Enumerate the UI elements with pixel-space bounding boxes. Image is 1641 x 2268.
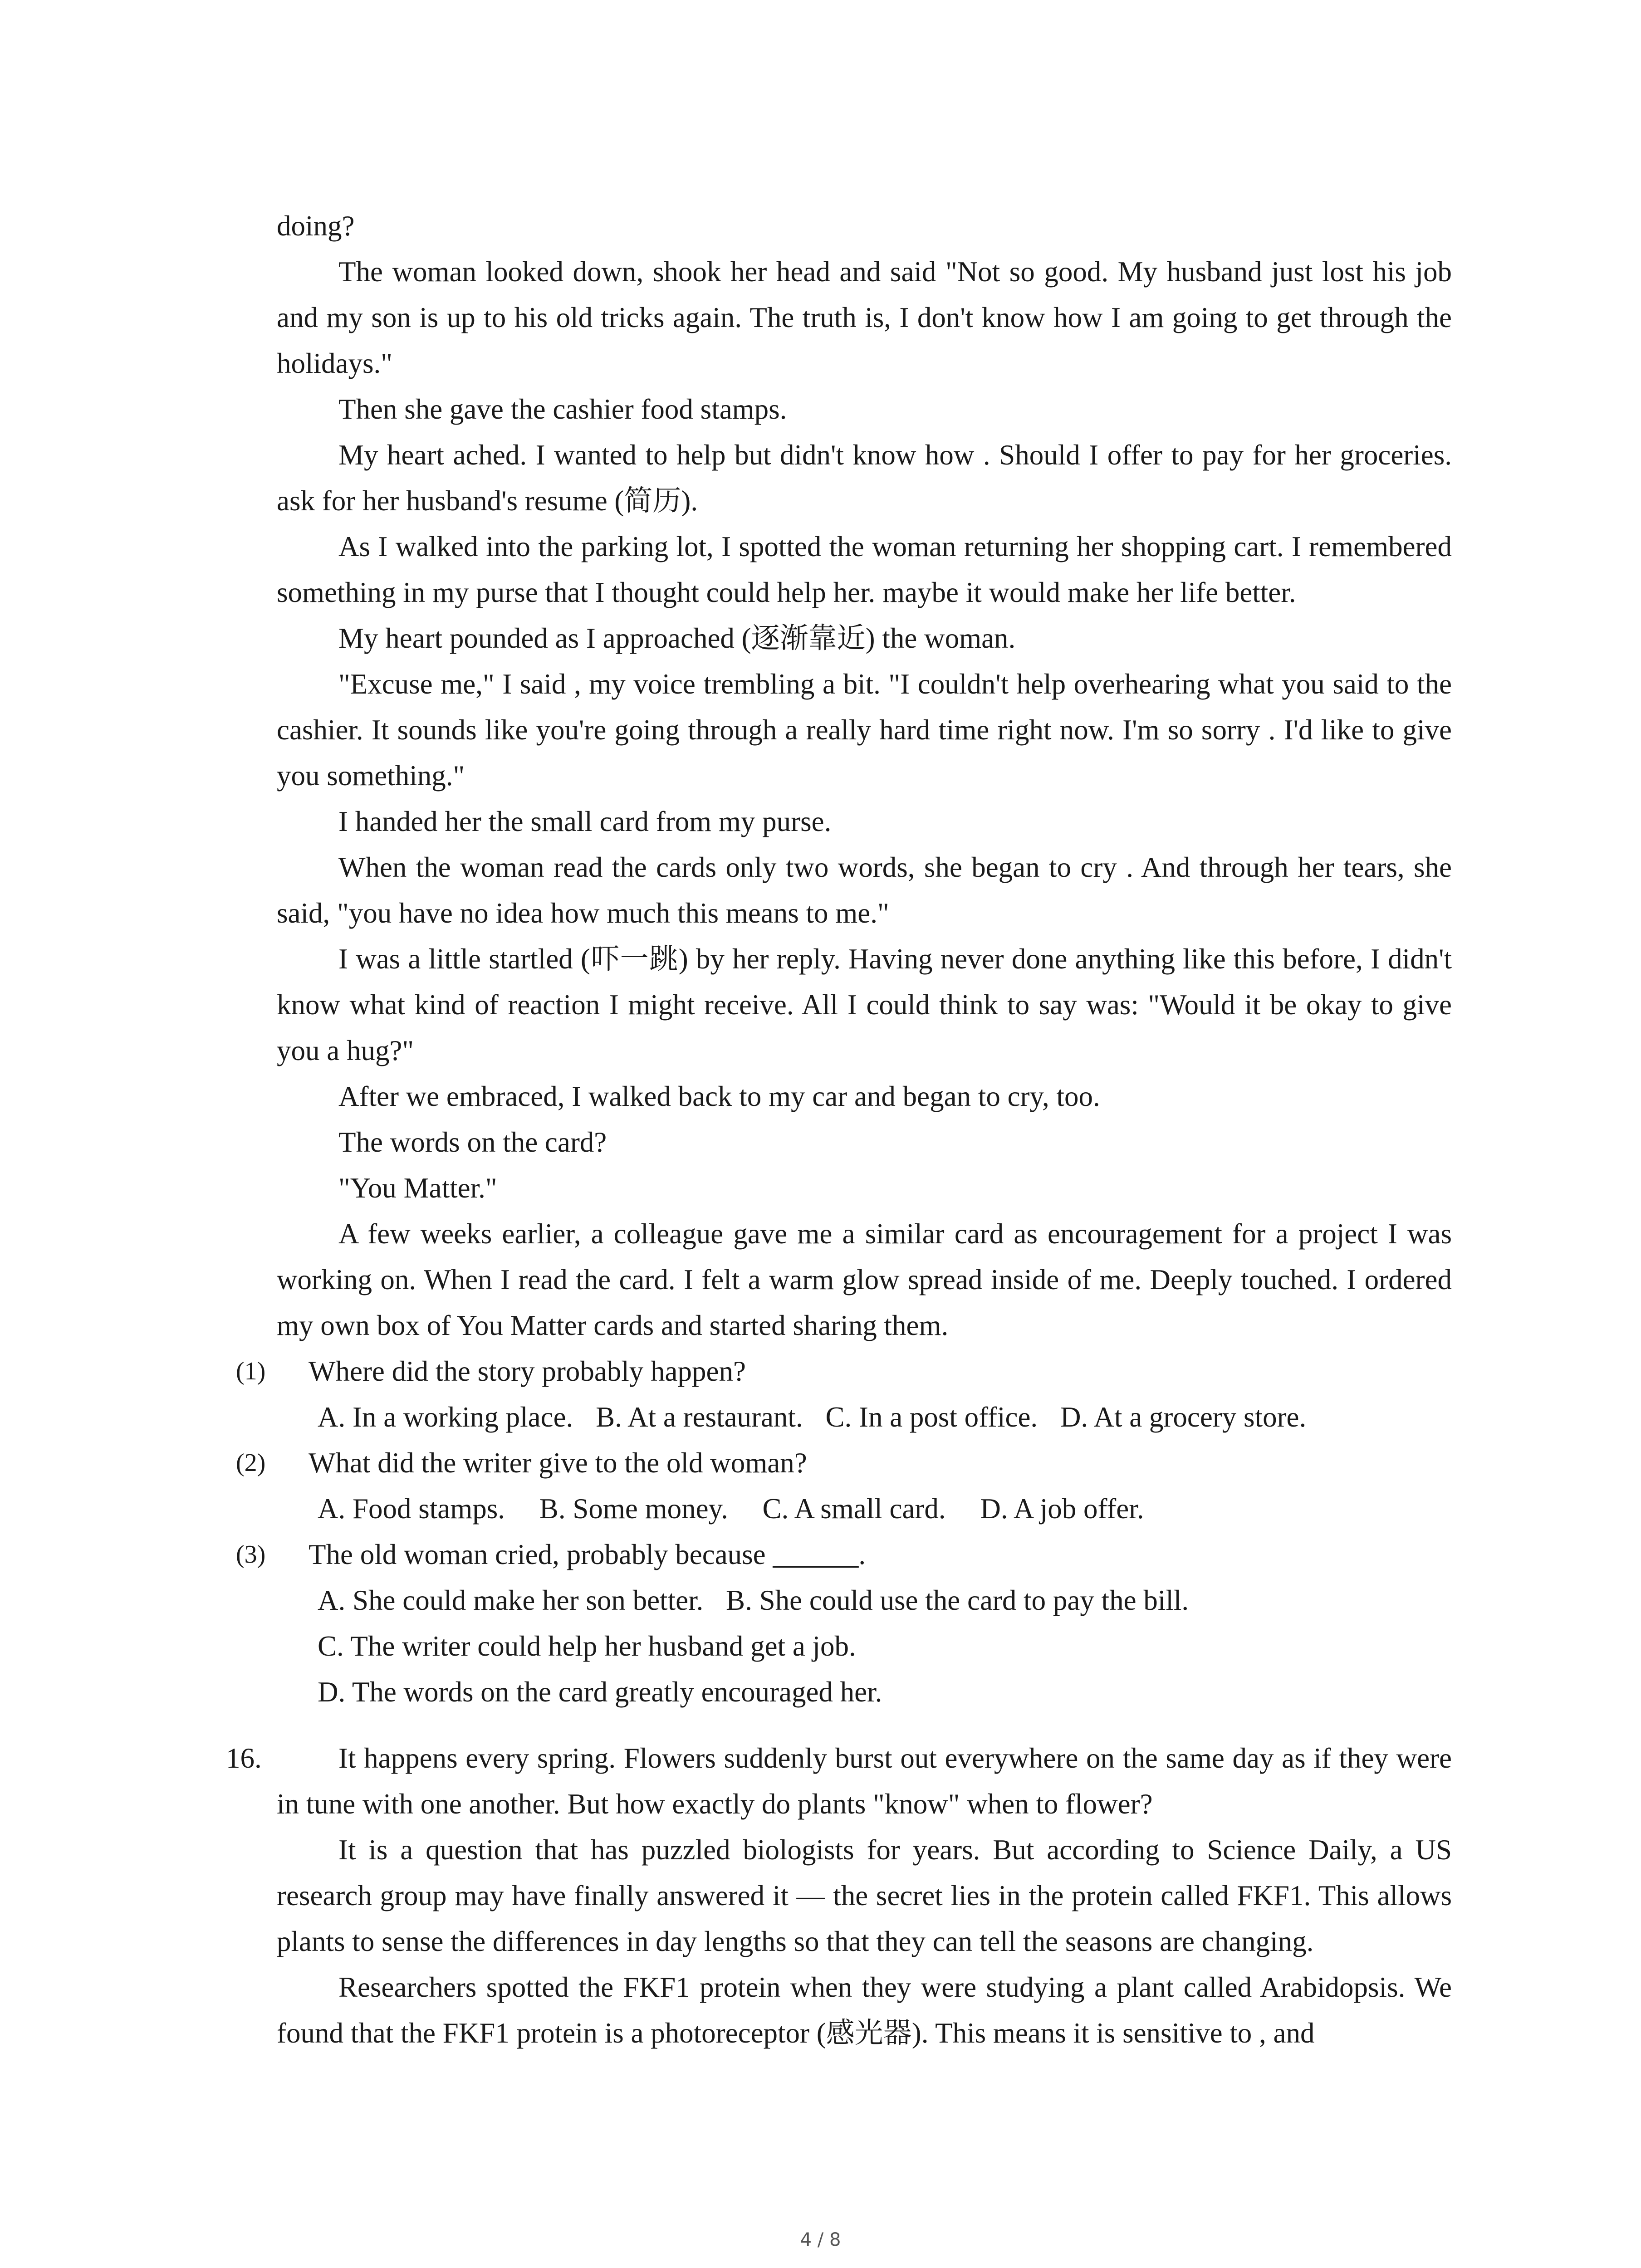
paragraph: As I walked into the parking lot, I spotted the woman returning her shopping cart. I remembered something in my purse that I thought could help her. maybe it would make her life better. [277,531,1452,608]
paragraph: When the woman read the cards only two words, she began to cry . And through her tears, she said, "you have no idea how much this means to me." [277,851,1452,929]
option-a: A. She could make her son better. [318,1584,704,1616]
item-number: 16. [226,1742,262,1774]
paragraph: My heart pounded as I approached (逐渐靠近) the woman. [338,622,1016,654]
paragraph: After we embraced, I walked back to my car and began to cry, too. [338,1080,1100,1112]
question-3-option-c [236,1623,1452,1669]
option-d: D. The words on the card greatly encouraged her. [318,1676,882,1708]
question-1-options [236,1394,1452,1440]
paragraph: A few weeks earlier, a colleague gave me a similar card as encouragement for a project I was working on. When I read the card. I felt a warm glow spread inside of me. Deeply touched. I ordered my own box of You Matter cards and started sharing them. [277,1218,1452,1341]
paragraph: "You Matter." [338,1172,497,1204]
question-text: The old woman cried, probably because ______. [309,1539,866,1570]
question-number: (2) [236,1449,266,1477]
paragraph: Researchers spotted the FKF1 protein when they were studying a plant called Arabidopsis. We found that the FKF1 protein is a photoreceptor (感光器). This means it is sensitive to , and [277,1971,1452,2049]
section-spacer [277,1715,1452,1735]
question-text: What did the writer give to the old woman? [309,1447,807,1479]
option-d: D. A job offer. [980,1493,1144,1525]
paragraph: My heart ached. I wanted to help but didn't know how . Should I offer to pay for her groceries. ask for her husband's resume (简历). [277,439,1452,517]
option-d: D. At a grocery store. [1060,1401,1307,1433]
question-number: (1) [236,1357,266,1385]
question-3 [236,1532,1452,1578]
paragraph: Then she gave the cashier food stamps. [338,393,787,425]
question-2 [236,1440,1452,1486]
paragraph: The words on the card? [338,1126,607,1158]
paragraph: It happens every spring. Flowers suddenly burst out everywhere on the same day as if they were in tune with one another. But how exactly do plants "know" when to flower? [277,1742,1452,1820]
option-c: C. In a post office. [825,1401,1038,1433]
question-text: Where did the story probably happen? [309,1355,746,1387]
question-3-option-d [236,1669,1452,1715]
option-c: C. A small card. [762,1493,946,1525]
option-a: A. In a working place. [318,1401,573,1433]
question-1 [236,1349,1452,1394]
question-number: (3) [236,1540,266,1569]
option-c: C. The writer could help her husband get a job. [318,1630,856,1662]
question-2-options [236,1486,1452,1532]
question-3-options-ab [236,1578,1452,1623]
option-a: A. Food stamps. [318,1493,505,1525]
option-b: B. Some money. [539,1493,728,1525]
paragraph: I handed her the small card from my purse. [338,806,832,837]
paragraph: It is a question that has puzzled biologists for years. But according to Science Daily, a US research group may have finally answered it — the secret lies in the protein called FKF1. This allows plants to sense the differences in day lengths so that they can tell the seasons are changing. [277,1834,1452,1957]
paragraph: The woman looked down, shook her head and said "Not so good. My husband just lost his job and my son is up to his old tricks again. The truth is, I don't know how I am going to get through the holidays." [277,256,1452,379]
page-number: 4 / 8 [800,2229,841,2250]
paragraph: I was a little startled (吓一跳) by her reply. Having never done anything like this before, I didn't know what kind of reaction I might receive. All I could think to say was: "Would it be okay to give you a hug?" [277,943,1452,1066]
option-b: B. At a restaurant. [596,1401,803,1433]
paragraph: doing? [277,210,355,242]
page-content [226,203,1452,2056]
passage-16 [226,1735,1452,2056]
paragraph: "Excuse me," I said , my voice trembling a bit. "I couldn't help overhearing what you said to the cashier. It sounds like you're going through a really hard time right now. I'm so sorry . I'd like to give you something." [277,668,1452,792]
option-b: B. She could use the card to pay the bill. [726,1584,1189,1616]
